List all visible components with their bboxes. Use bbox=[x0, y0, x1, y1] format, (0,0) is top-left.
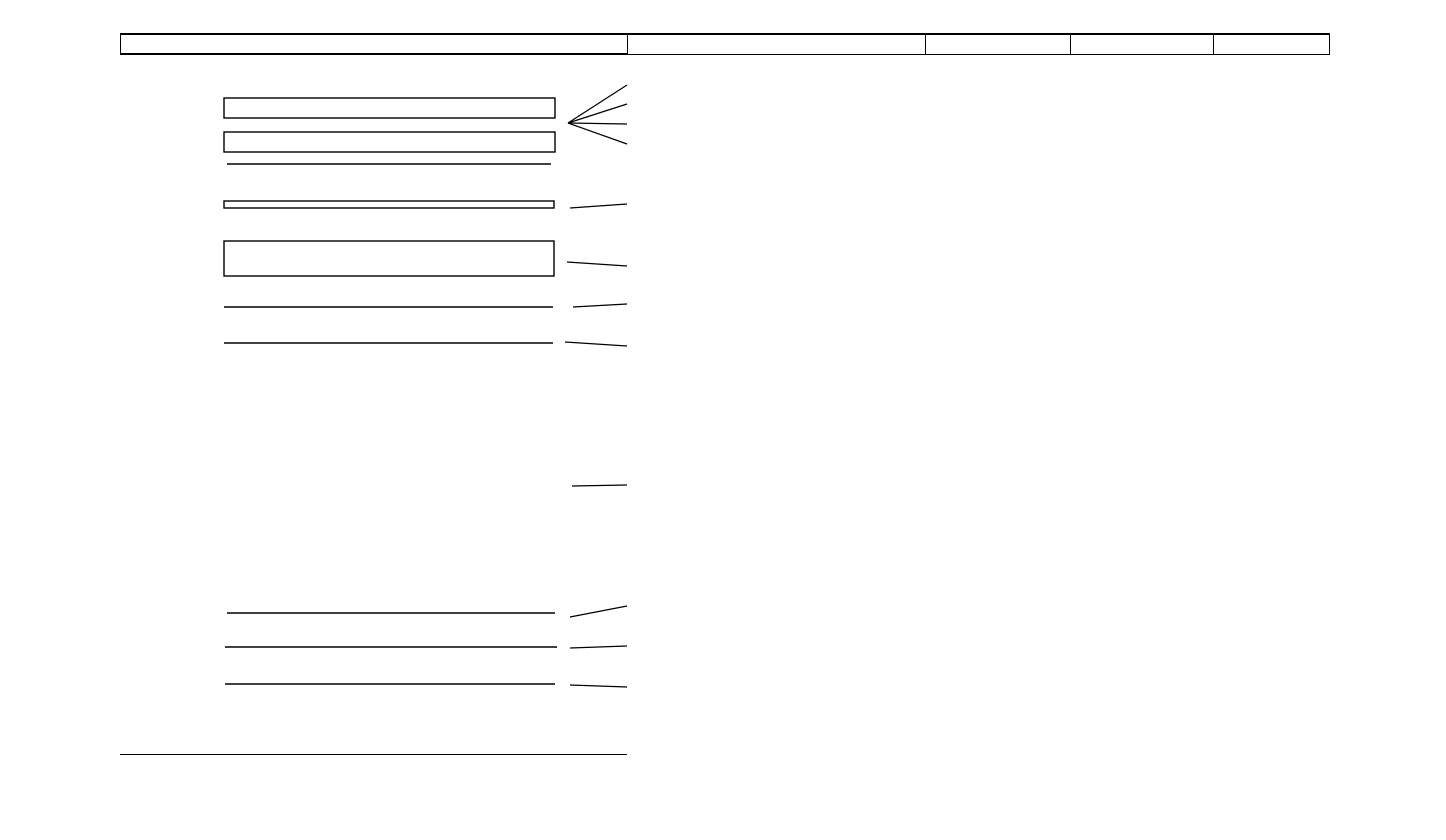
header-layer bbox=[627, 33, 925, 55]
leader-nonwoven-bottom bbox=[570, 606, 627, 617]
leader-nonwoven-mid bbox=[565, 342, 627, 346]
leader-fibre-mat-top bbox=[573, 304, 627, 307]
header-construction-section bbox=[120, 33, 627, 55]
leader-fibre-mat-bottom bbox=[570, 646, 627, 648]
header-value-gm2 bbox=[1070, 33, 1213, 55]
leader-ticking bbox=[568, 85, 627, 123]
foam-25-layer-1-diagram bbox=[224, 98, 555, 118]
foam-25-layer-2-diagram bbox=[224, 132, 555, 152]
leader-pocket-spring bbox=[572, 485, 627, 486]
leader-foam-visco bbox=[570, 204, 627, 208]
header-value-kgm3 bbox=[1213, 33, 1330, 55]
header-material bbox=[925, 33, 1070, 55]
leader-lines bbox=[565, 85, 627, 687]
foam-40-layer-diagram bbox=[224, 241, 554, 276]
foam-visco-layer-diagram bbox=[224, 201, 554, 208]
leader-nonwoven-top bbox=[568, 123, 627, 144]
leader-fabric bbox=[570, 685, 627, 687]
leader-foam-25-1 bbox=[568, 104, 627, 123]
leader-foam-40 bbox=[567, 262, 627, 266]
leader-foam-25-2 bbox=[568, 123, 627, 124]
table-bottom-border bbox=[120, 754, 627, 755]
